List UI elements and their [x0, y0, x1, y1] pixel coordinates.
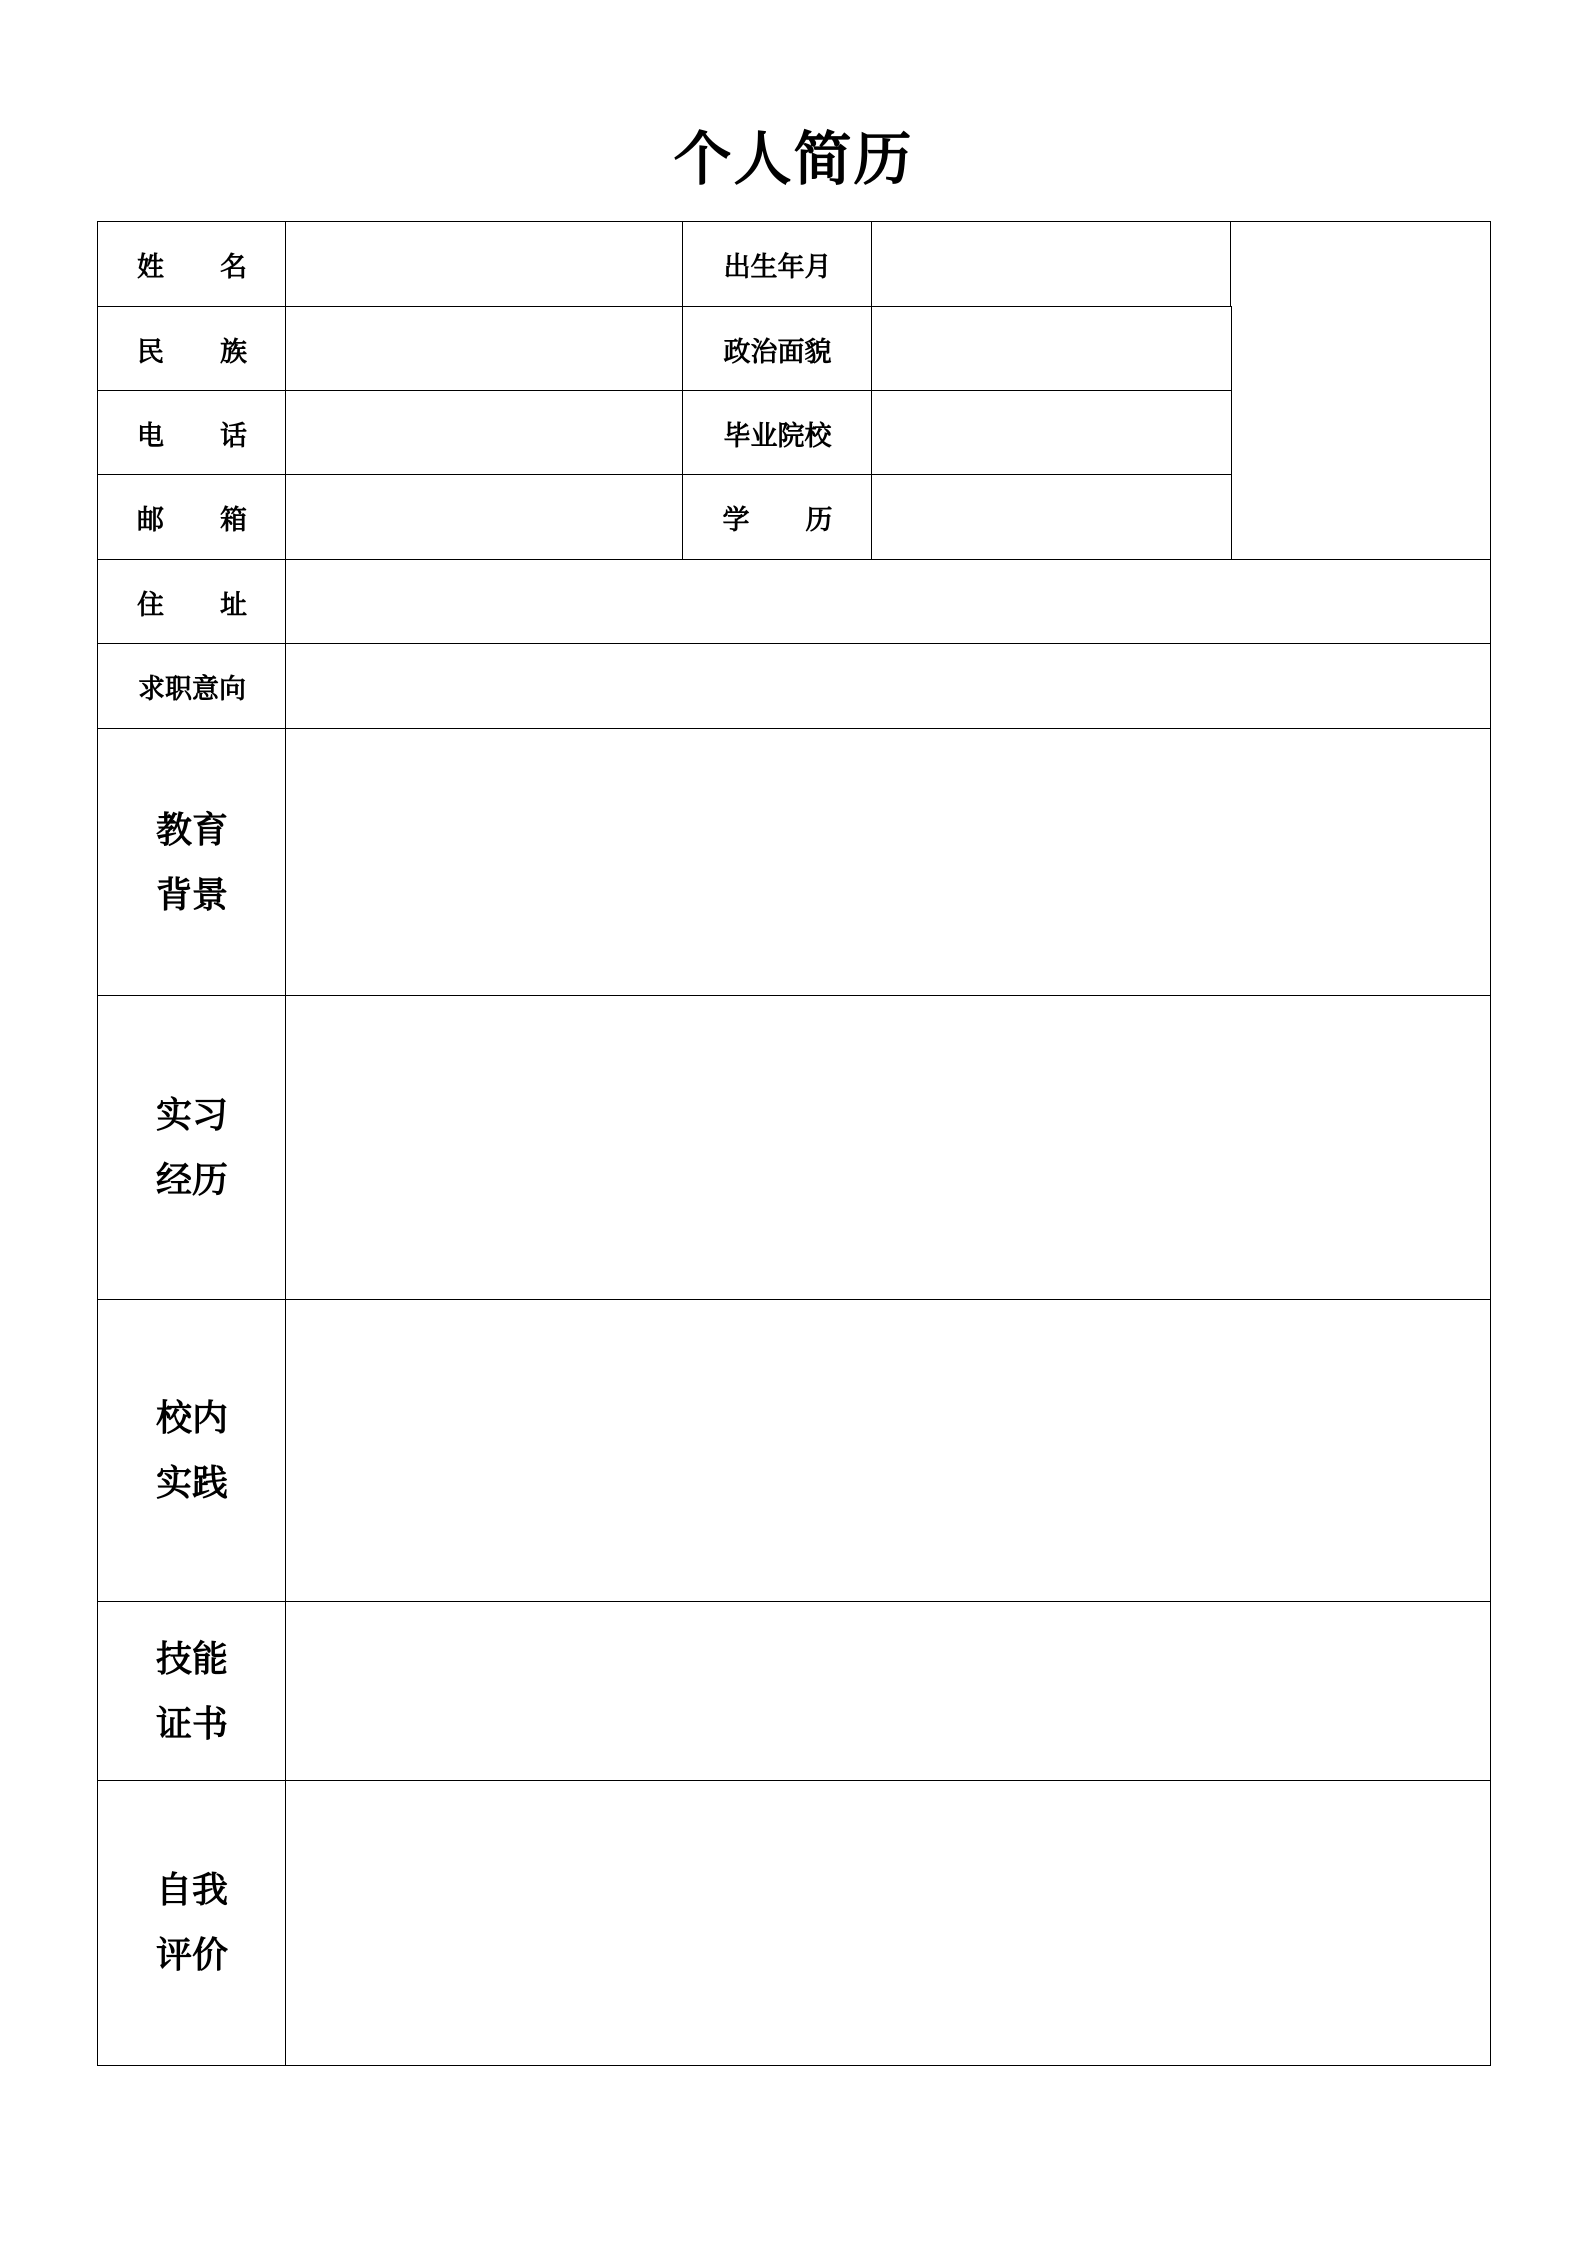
political-label-cell — [682, 306, 873, 392]
email-label-char2: 箱 — [220, 505, 247, 536]
email-label-char1: 邮 — [137, 505, 164, 536]
self-eval-content-field[interactable] — [285, 1780, 1491, 2066]
name-label-char2: 名 — [220, 252, 247, 283]
education-label-line1: 教育 — [155, 809, 228, 851]
skills-label-cell — [97, 1601, 287, 1782]
self-eval-label-line2: 评价 — [155, 1935, 228, 1976]
job-intention-field[interactable] — [285, 643, 1491, 730]
birth-label: 出生年月 — [723, 252, 832, 283]
email-field[interactable] — [285, 474, 684, 561]
name-label-cell — [97, 221, 287, 308]
campus-label-line2: 实践 — [155, 1463, 228, 1504]
ethnicity-label-cell — [97, 306, 287, 392]
political-field[interactable] — [871, 306, 1232, 392]
phone-label-char2: 话 — [220, 420, 247, 452]
phone-field[interactable] — [285, 390, 684, 476]
education-label-cell — [97, 728, 287, 997]
education-content-field[interactable] — [285, 728, 1491, 997]
campus-label-line1: 校内 — [155, 1398, 228, 1439]
campus-content-field[interactable] — [285, 1299, 1491, 1603]
name-field[interactable] — [285, 221, 684, 308]
job-intention-label: 求职意向 — [138, 674, 246, 705]
campus-label-cell — [97, 1299, 287, 1603]
political-label: 政治面貌 — [723, 336, 832, 368]
photo-placeholder[interactable] — [1230, 221, 1491, 561]
ethnicity-label-char2: 族 — [220, 336, 247, 368]
email-label-cell — [97, 474, 287, 561]
internship-label-line2: 经历 — [155, 1160, 228, 1201]
degree-field[interactable] — [871, 474, 1232, 561]
job-intention-label-cell — [97, 643, 287, 730]
phone-label-char1: 电 — [137, 420, 164, 452]
birth-label-cell — [682, 221, 873, 308]
address-label-char1: 住 — [137, 589, 164, 621]
internship-label-cell — [97, 995, 287, 1301]
phone-label-cell — [97, 390, 287, 476]
self-eval-label-line1: 自我 — [155, 1870, 228, 1911]
school-label-cell — [682, 390, 873, 476]
name-label-char1: 姓 — [137, 252, 164, 283]
skills-content-field[interactable] — [285, 1601, 1491, 1782]
degree-label-char1: 学 — [722, 505, 750, 536]
school-field[interactable] — [871, 390, 1232, 476]
self-eval-label-cell — [97, 1780, 287, 2066]
school-label: 毕业院校 — [723, 420, 832, 452]
page-title: 个人简历 — [673, 125, 914, 193]
address-field[interactable] — [285, 559, 1491, 645]
address-label-char2: 址 — [220, 589, 247, 621]
ethnicity-field[interactable] — [285, 306, 684, 392]
skills-label-line1: 技能 — [155, 1638, 228, 1680]
degree-label-cell — [682, 474, 873, 561]
resume-table — [97, 221, 1491, 2066]
ethnicity-label-char1: 民 — [137, 336, 164, 368]
address-label-cell — [97, 559, 287, 645]
birth-field[interactable] — [871, 221, 1232, 308]
education-label-line2: 背景 — [155, 874, 228, 916]
internship-label-line1: 实习 — [155, 1095, 228, 1136]
skills-label-line2: 证书 — [155, 1703, 228, 1745]
internship-content-field[interactable] — [285, 995, 1491, 1301]
degree-label-char2: 历 — [805, 505, 833, 536]
